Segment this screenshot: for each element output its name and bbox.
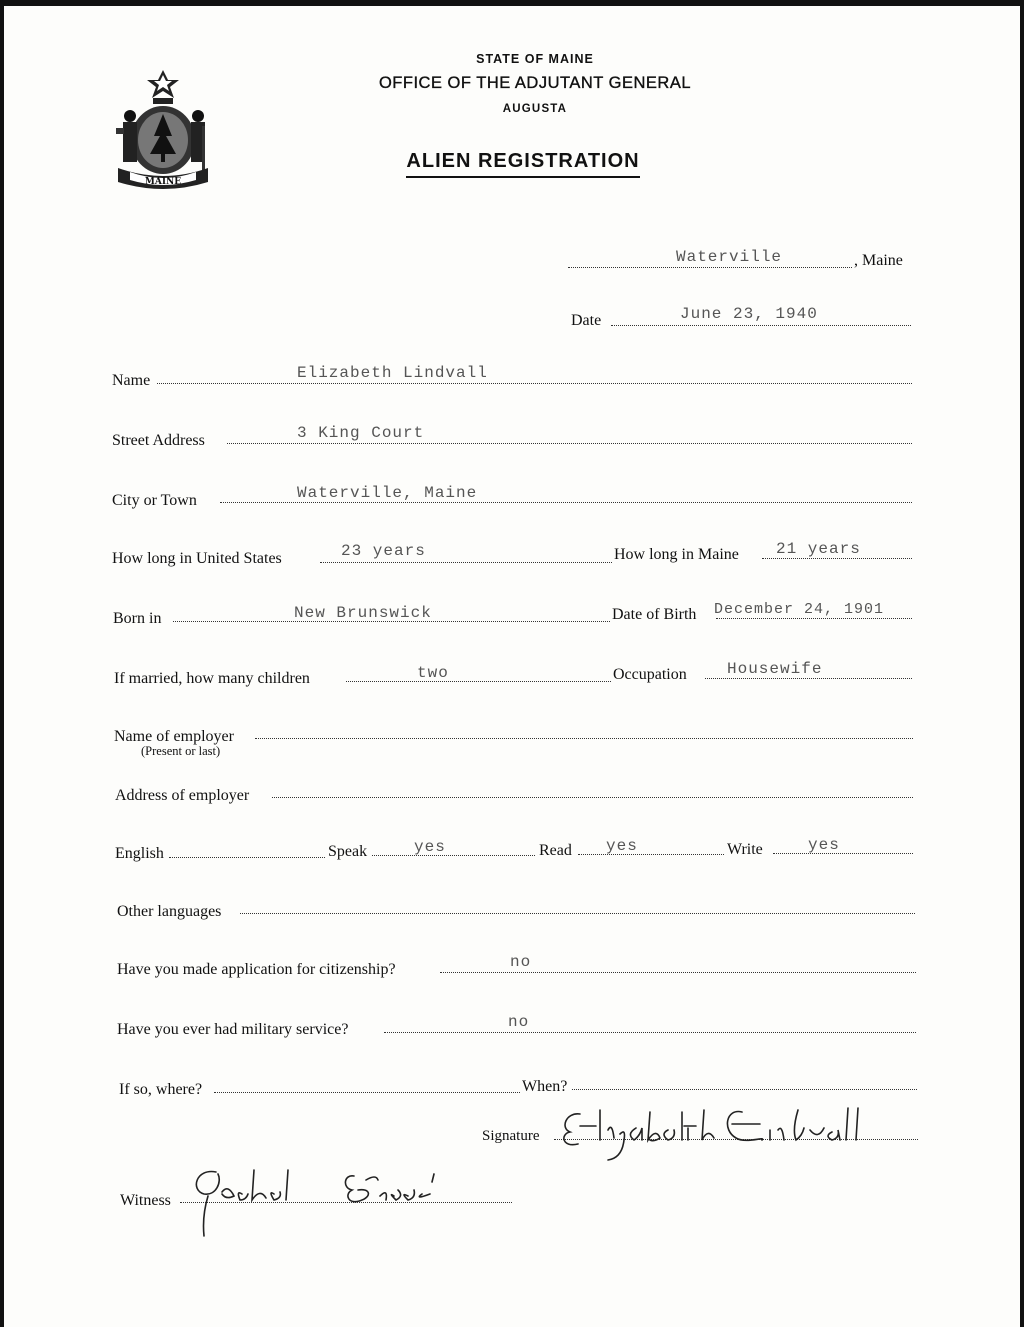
other-languages-line [240, 912, 915, 914]
english-line [169, 856, 325, 858]
scan-border-top [0, 0, 1024, 6]
street-label: Street Address [112, 432, 205, 449]
occupation-value[interactable]: Housewife [727, 660, 823, 678]
born-label: Born in [113, 610, 162, 627]
us-line [320, 561, 612, 563]
children-label: If married, how many children [114, 670, 310, 687]
speak-line [372, 854, 535, 856]
header-state: STATE OF MAINE [476, 52, 594, 66]
citizenship-label: Have you made application for citizenship? [117, 961, 396, 978]
read-line [578, 853, 724, 855]
name-label: Name [112, 372, 151, 389]
dob-value[interactable]: December 24, 1901 [714, 601, 885, 618]
speak-label: Speak [328, 843, 368, 860]
seal-text: MAINE [144, 177, 182, 187]
born-value[interactable]: New Brunswick [294, 604, 432, 622]
maine-value[interactable]: 21 years [776, 540, 861, 558]
maine-label: How long in Maine [614, 546, 739, 563]
military-value[interactable]: no [508, 1013, 530, 1031]
where-label: If so, where? [119, 1081, 203, 1098]
employer-sublabel: (Present or last) [141, 744, 221, 758]
witness-handwriting [182, 1160, 482, 1240]
employer-line [255, 737, 913, 739]
read-label: Read [539, 842, 572, 859]
us-label: How long in United States [112, 550, 282, 567]
date-label: Date [571, 312, 602, 329]
when-line [572, 1088, 917, 1090]
where-line [214, 1091, 520, 1093]
military-label: Have you ever had military service? [117, 1021, 349, 1038]
write-line [773, 852, 913, 854]
header-city: AUGUSTA [502, 103, 568, 115]
english-label: English [115, 845, 164, 862]
street-line [227, 442, 912, 444]
witness-label: Witness [120, 1192, 171, 1209]
place-value[interactable]: Waterville [676, 248, 783, 266]
us-value[interactable]: 23 years [341, 542, 426, 560]
name-value[interactable]: Elizabeth Lindvall [297, 364, 488, 382]
form-title-text: ALIEN REGISTRATION [406, 150, 639, 178]
dob-label: Date of Birth [612, 606, 697, 623]
place-suffix: , Maine [854, 252, 903, 269]
city-value[interactable]: Waterville, Maine [297, 484, 478, 502]
write-value[interactable]: yes [808, 836, 840, 854]
city-label: City or Town [112, 492, 197, 509]
signature-label: Signature [482, 1128, 540, 1144]
children-line [346, 680, 611, 682]
employer-address-label: Address of employer [115, 787, 250, 804]
occupation-label: Occupation [613, 666, 687, 683]
speak-value[interactable]: yes [414, 838, 446, 856]
citizenship-value[interactable]: no [510, 953, 532, 971]
street-value[interactable]: 3 King Court [297, 424, 425, 442]
employer-label: Name of employer [114, 728, 234, 745]
date-value[interactable]: June 23, 1940 [680, 305, 818, 323]
name-line [157, 382, 912, 384]
children-value[interactable]: two [417, 664, 449, 682]
write-label: Write [727, 841, 763, 858]
employer-address-line [272, 796, 913, 798]
when-label: When? [522, 1078, 568, 1095]
scan-border-right [1020, 0, 1024, 1327]
place-line [568, 266, 852, 268]
form-title [0, 150, 1024, 178]
signature-handwriting [556, 1100, 896, 1164]
header-office: OFFICE OF THE ADJUTANT GENERAL [378, 74, 692, 92]
date-line [611, 324, 911, 326]
military-line [384, 1031, 916, 1033]
scan-border-left [0, 0, 4, 1327]
other-languages-label: Other languages [117, 903, 222, 920]
read-value[interactable]: yes [606, 837, 638, 855]
citizenship-line [440, 971, 916, 973]
